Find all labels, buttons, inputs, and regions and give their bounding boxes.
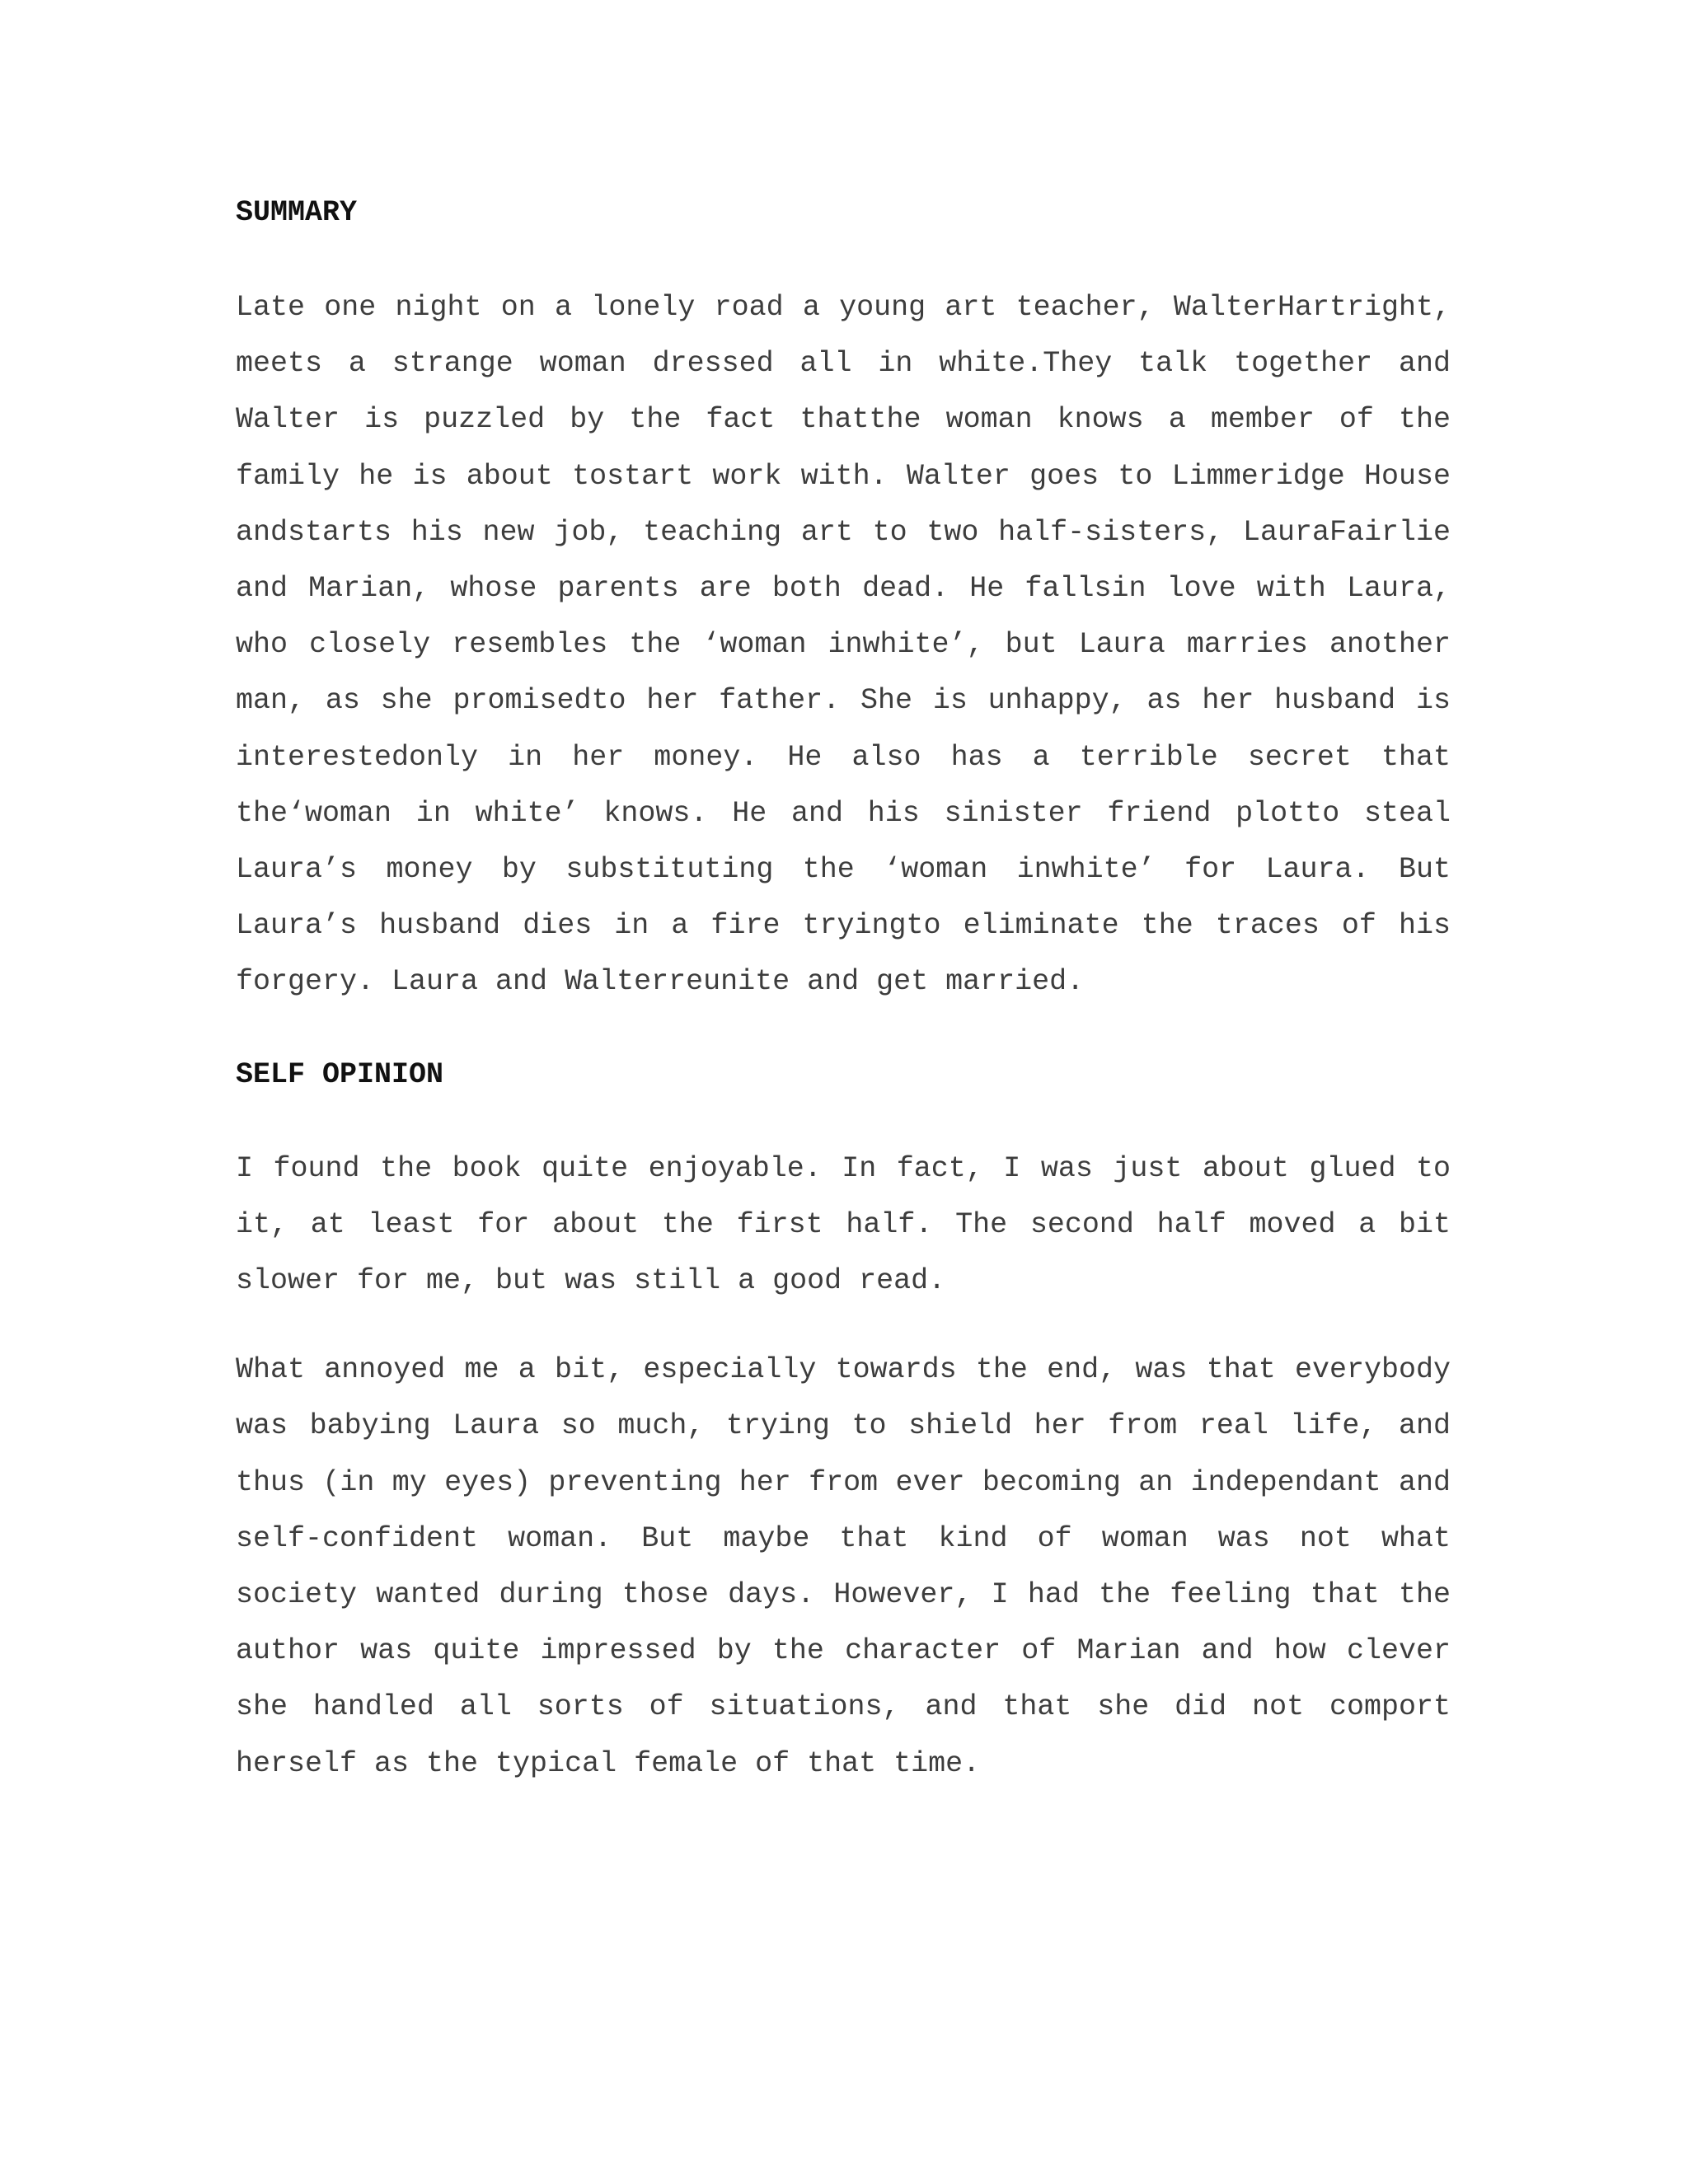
self-opinion-paragraph-1: I found the book quite enjoyable. In fact, I was just about glued to it, at least for about the first half. The second half moved a bit slower for me, but was still a good read. (236, 1151, 1451, 1298)
self-opinion-paragraph-2: What annoyed me a bit, especially towards the end, was that everybody was babying Laura so much, trying to shield her from real life, and thus (in my eyes) preventing her from ever becoming an independant and self-confident woman. But maybe that kind of woman was not what society wanted during those days. However, I had the feeling that the author was quite impressed by the character of Marian and how clever she handled all sorts of situations, and that she did not comport herself as the typical female of that time. (236, 1353, 1451, 1780)
self-opinion-heading: SELF OPINION (236, 1057, 444, 1091)
document-body (236, 190, 1451, 1792)
summary-heading: SUMMARY (236, 196, 358, 229)
summary-paragraph: Late one night on a lonely road a young art teacher, WalterHartright, meets a strange woman dressed all in white.They talk together and Walter is puzzled by the fact thatthe woman knows a member of the family he is about tostart work with. Walter goes to Limmeridge House andstarts his new job, teaching art to two half-sisters, LauraFairlie and Marian, whose parents are both dead. He fallsin love with Laura, who closely resembles the ‘woman inwhite’, but Laura marries another man, as she promisedto her father. She is unhappy, as her husband is interestedonly in her money. He also has a terrible secret that the‘woman in white’ knows. He and his sinister friend plotto steal Laura’s money by substituting the ‘woman inwhite’ for Laura. But Laura’s husband dies in a fire tryingto eliminate the traces of his forgery. Laura and Walterreunite and get married. (236, 291, 1451, 999)
